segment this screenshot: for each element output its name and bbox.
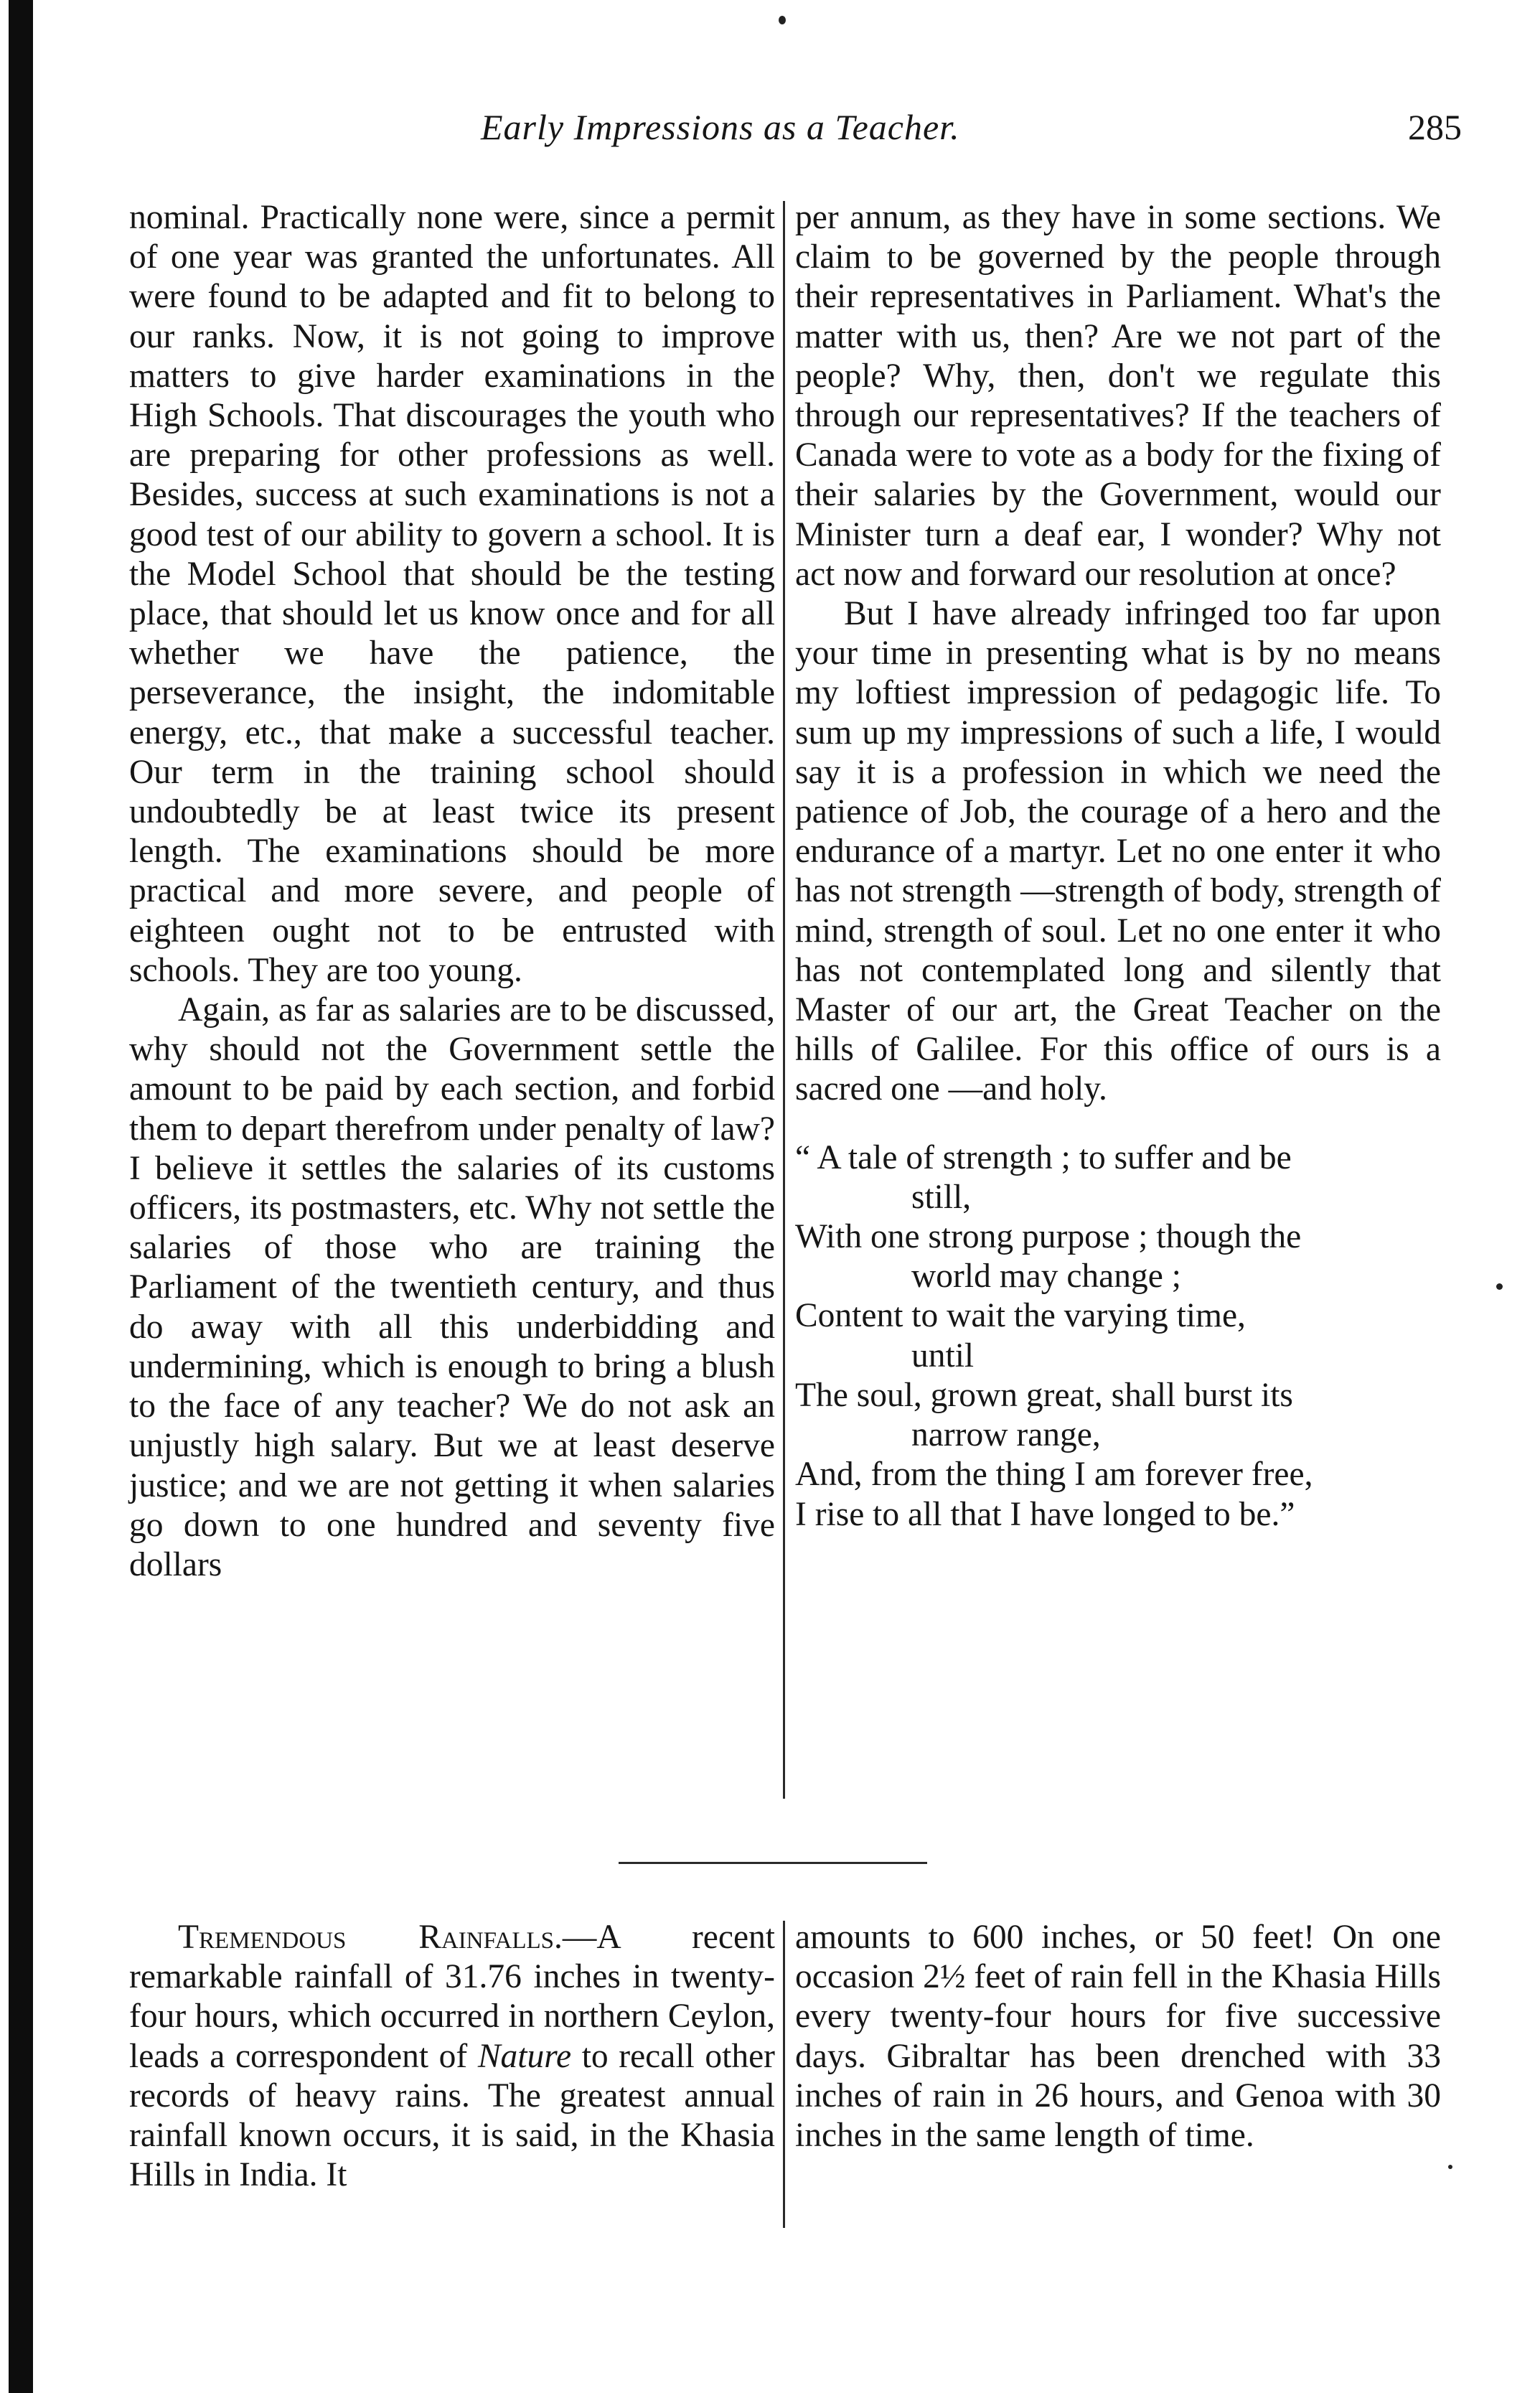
column-divider <box>783 201 785 1799</box>
page-number: 285 <box>1408 107 1462 147</box>
article-right-column <box>795 198 1441 1535</box>
poem-line: Content to wait the varying time, <box>795 1297 1246 1335</box>
book-spine-shadow <box>9 0 33 2393</box>
running-title: Early Impressions as a Teacher. <box>481 107 960 147</box>
poem-line: And, from the thing I am forever free, <box>795 1456 1313 1494</box>
poem-line-continuation: world may change ; <box>911 1258 1181 1296</box>
note-paragraph: amounts to 600 inches, or 50 feet! On one occasion 2½ feet of rain fell in the Khasia Hills every twenty-four hours for five successive days. Gibraltar has been drenched with 33 inches of rain in 26 hours, and Genoa with 30 inches in the same length of time. <box>795 1919 1441 2155</box>
poem-line-continuation: until <box>911 1336 975 1375</box>
article-paragraph: nominal. Practically none were, since a permit of one year was granted the unfortunates. All were found to be adapted and fit to belong to our ranks. Now, it is not going to improve matters to give harder examinations in the High Schools. That discourages the youth who are preparing for other professions as well. Besides, success at such examinations is not a good test of our ability to govern a school. It is the Model School that should be the testing place, that should let us know once and for all whether we have the patience, the perseverance, the insight, the indomitable energy, etc., that make a successful teacher. Our term in the training school should undoubtedly be at least twice its present length. The examinations should be more practical and more severe, and people of eighteen ought not to be entrusted with schools. They are too young. <box>129 199 775 989</box>
column-divider <box>783 1921 785 2228</box>
article-paragraph: Again, as far as salaries are to be discussed, why should not the Government settle the amount to be paid by each section, and forbid them to depart therefrom under penalty of law? I believe it settles the salaries of its customs officers, its postmasters, etc. Why not settle the salaries of those who are training the Parliament of the twentieth century, and thus do away with all this underbidding and undermining, which is enough to bring a blush to the face of any teacher? We do not ask an unjustly high salary. But we at least deserve justice; and we are not getting it when salaries go down to one hundred and seventy five dollars <box>129 991 775 1583</box>
print-speck <box>1448 2165 1452 2169</box>
closing-poem <box>795 1138 1441 1535</box>
note-text: —A recent remarkable rainfall of 31.76 inches in twenty-four hours, which occurred in northern Ceylon, leads a correspondent of <box>129 1919 775 2075</box>
note-right-column <box>795 1918 1441 2155</box>
print-speck <box>779 16 786 24</box>
article-paragraph: per annum, as they have in some sections. We claim to be governed by the people through their representatives in Parliament. What's the matter with us, then? Are we not part of the people? Why, then, don't we regulate this through our representatives? If the teachers of Canada were to vote as a body for the fixing of their salaries by the Government, would our Minister turn a deaf ear, I wonder? Why not act now and forward our resolution at once? <box>795 199 1441 593</box>
poem-line: With one strong purpose ; though the <box>795 1218 1302 1256</box>
note-paragraph <box>129 1918 775 2195</box>
note-left-column <box>129 1918 775 2195</box>
note-heading: Tremendous Rainfalls. <box>178 1919 563 1956</box>
article-left-column <box>129 198 775 1585</box>
page-header <box>0 106 1540 156</box>
section-divider <box>619 1862 927 1864</box>
poem-line: I rise to all that I have longed to be.” <box>795 1495 1295 1533</box>
article-paragraph: But I have already infringed too far upon your time in presenting what is by no means my loftiest impression of pedagogic life. To sum up my impressions of such a life, I would say it is a profession in which we need the patience of Job, the courage of a hero and the endurance of a martyr. Let no one enter it who has not strength —strength of body, strength of mind, strength of soul. Let no one enter it who has not contemplated long and silently that Master of our art, the Great Teacher on the hills of Galilee. For this office of ours is a sacred one —and holy. <box>795 595 1441 1108</box>
journal-name: Nature <box>477 2037 572 2075</box>
poem-line: “ A tale of strength ; to suffer and be <box>795 1138 1292 1176</box>
print-speck <box>1496 1283 1503 1290</box>
note-text: to recall other records of heavy rains. The greatest annual rainfall known occurs, it is said, in the Khasia Hills in India. It <box>129 2037 775 2194</box>
poem-line-continuation: still, <box>911 1178 972 1216</box>
poem-line: The soul, grown great, shall burst its <box>795 1376 1293 1414</box>
poem-line-continuation: narrow range, <box>911 1416 1101 1454</box>
